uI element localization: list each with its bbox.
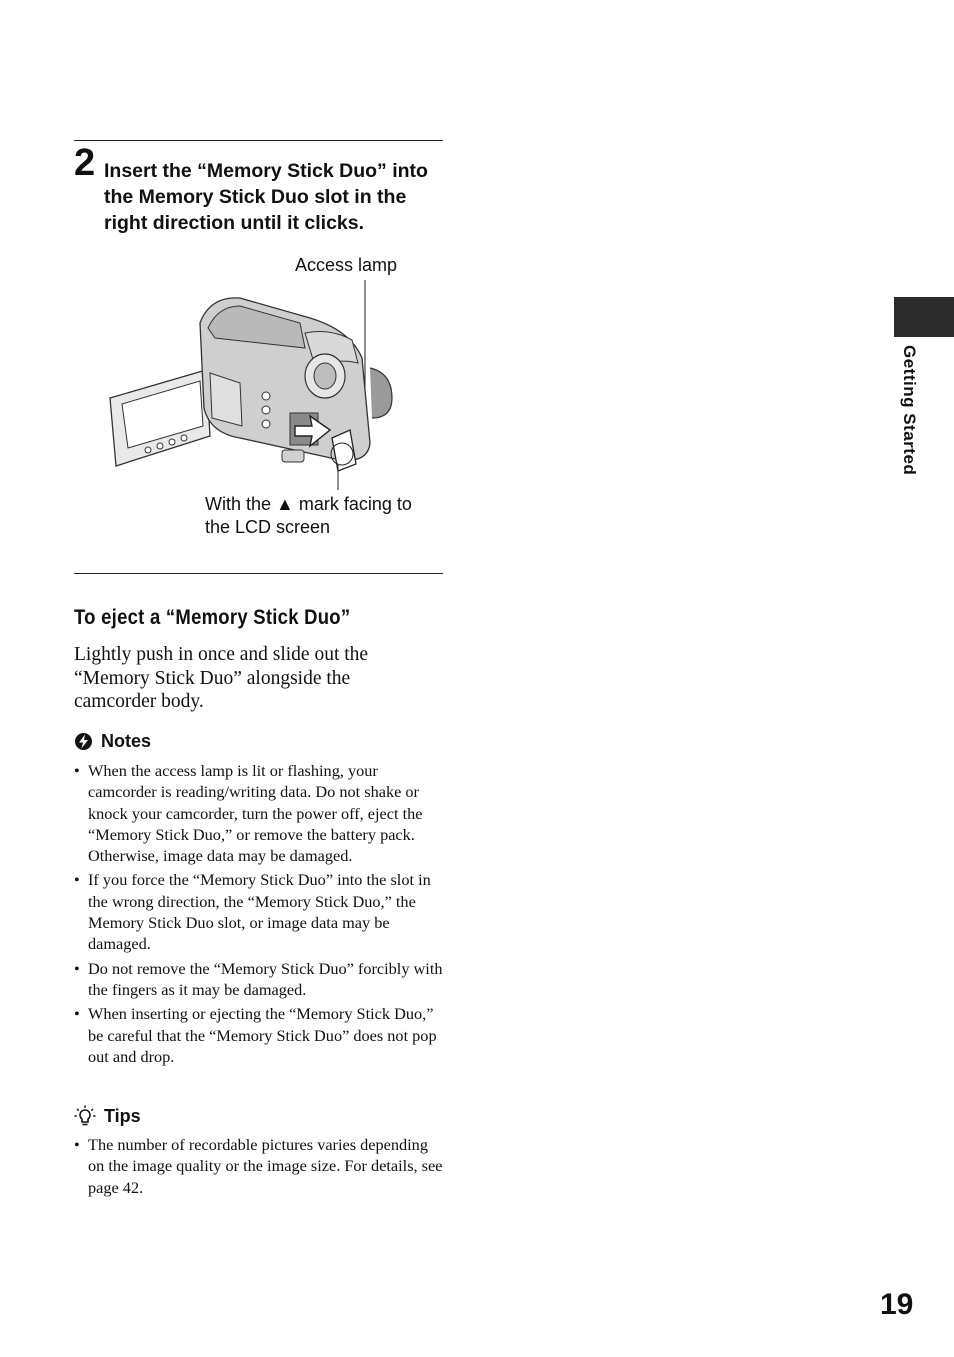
list-item: • If you force the “Memory Stick Duo” into the slot in the wrong direction, the “Memory Stick Duo,” the Memory Stick Duo slot, or image data may be damaged.	[74, 869, 446, 954]
step-number: 2	[74, 142, 96, 184]
tips-list	[74, 1134, 446, 1201]
notes-heading	[74, 731, 151, 752]
notes-icon	[74, 732, 93, 751]
list-item: • When the access lamp is lit or flashing, your camcorder is reading/writing data. Do not shake or knock your camcorder, turn the power off, eject the “Memory Stick Duo,” or remove the battery pack. Otherwise, image data may be damaged.	[74, 760, 446, 866]
lightbulb-icon	[74, 1105, 96, 1127]
step-instruction: Insert the “Memory Stick Duo” into the Memory Stick Duo slot in the right direction until it clicks.	[104, 160, 428, 234]
section-rule	[74, 573, 443, 574]
eject-heading: To eject a “Memory Stick Duo”	[74, 606, 351, 629]
eject-body: Lightly push in once and slide out the “Memory Stick Duo” alongside the camcorder body.	[74, 644, 369, 712]
lcd-panel	[110, 370, 210, 466]
list-item: • Do not remove the “Memory Stick Duo” forcibly with the fingers as it may be damaged.	[74, 958, 446, 1001]
access-lamp-label: Access lamp	[295, 255, 398, 275]
top-rule	[74, 140, 443, 141]
mark-label-line2: the LCD screen	[205, 517, 331, 537]
section-tab-marker	[894, 297, 954, 337]
section-tab-label: Getting Started	[900, 345, 919, 476]
tips-heading	[74, 1105, 141, 1127]
tips-title: Tips	[104, 1105, 141, 1126]
list-item: • The number of recordable pictures varies depending on the image quality or the image size. For details, see page 42.	[74, 1134, 446, 1198]
notes-title: Notes	[101, 731, 152, 751]
notes-list	[74, 760, 446, 1070]
page-number: 19	[880, 1288, 914, 1321]
mark-label-line1: With the ▲ mark facing to	[205, 494, 412, 514]
camcorder-illustration	[100, 278, 410, 490]
list-item: • When inserting or ejecting the “Memory Stick Duo,” be careful that the “Memory Stick Duo” does not pop out and drop.	[74, 1003, 446, 1067]
camera-body	[200, 298, 392, 462]
